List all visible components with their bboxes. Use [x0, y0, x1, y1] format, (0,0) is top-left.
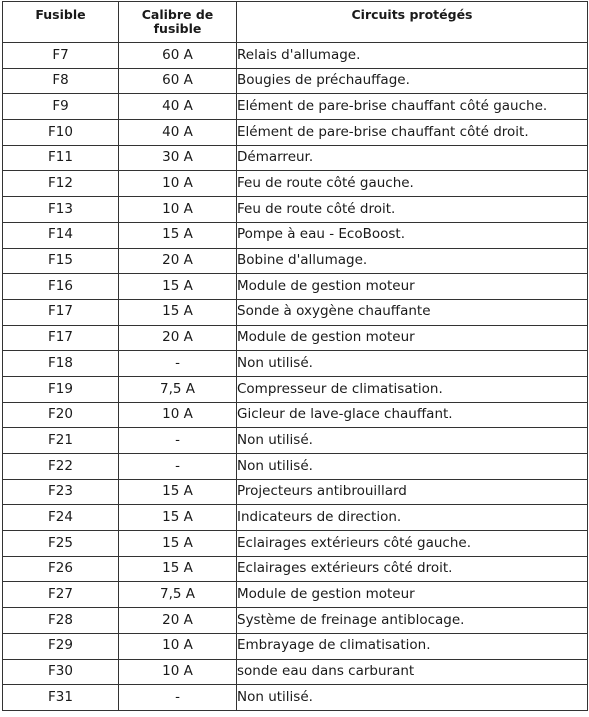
- header-rating: Calibre de fusible: [119, 2, 237, 43]
- circuit-cell: Bobine d'allumage.: [237, 248, 588, 274]
- fuse-cell: F10: [3, 120, 119, 146]
- table-row: [3, 479, 588, 505]
- rating-cell: 40 A: [119, 120, 237, 146]
- table-row: [3, 582, 588, 608]
- fuse-cell: F21: [3, 428, 119, 454]
- circuit-cell: Système de freinage antiblocage.: [237, 608, 588, 634]
- table-row: [3, 248, 588, 274]
- table-row: [3, 633, 588, 659]
- circuit-cell: Elément de pare-brise chauffant côté gauche.: [237, 94, 588, 120]
- table-row: [3, 197, 588, 223]
- circuit-cell: Elément de pare-brise chauffant côté droit.: [237, 120, 588, 146]
- rating-cell: -: [119, 428, 237, 454]
- circuit-cell: Relais d'allumage.: [237, 43, 588, 69]
- circuit-cell: Indicateurs de direction.: [237, 505, 588, 531]
- circuit-cell: Eclairages extérieurs côté droit.: [237, 556, 588, 582]
- table-row: [3, 351, 588, 377]
- table-row: [3, 222, 588, 248]
- fuse-cell: F8: [3, 68, 119, 94]
- table-row: [3, 402, 588, 428]
- circuit-cell: Feu de route côté droit.: [237, 197, 588, 223]
- circuit-cell: Non utilisé.: [237, 685, 588, 711]
- fuse-cell: F19: [3, 376, 119, 402]
- header-row: [3, 2, 588, 43]
- fuse-cell: F9: [3, 94, 119, 120]
- table-row: [3, 171, 588, 197]
- rating-cell: 15 A: [119, 479, 237, 505]
- rating-cell: 20 A: [119, 608, 237, 634]
- table-row: [3, 120, 588, 146]
- fuse-cell: F18: [3, 351, 119, 377]
- fuse-cell: F23: [3, 479, 119, 505]
- rating-cell: 10 A: [119, 197, 237, 223]
- fuse-cell: F31: [3, 685, 119, 711]
- rating-cell: 10 A: [119, 633, 237, 659]
- table-row: [3, 274, 588, 300]
- circuit-cell: Gicleur de lave-glace chauffant.: [237, 402, 588, 428]
- table-row: [3, 428, 588, 454]
- table-body: [3, 43, 588, 711]
- table-row: [3, 325, 588, 351]
- table-row: [3, 145, 588, 171]
- fuse-cell: F11: [3, 145, 119, 171]
- rating-cell: 7,5 A: [119, 582, 237, 608]
- table-row: [3, 659, 588, 685]
- circuit-cell: Module de gestion moteur: [237, 325, 588, 351]
- circuit-cell: Sonde à oxygène chauffante: [237, 299, 588, 325]
- circuit-cell: sonde eau dans carburant: [237, 659, 588, 685]
- fuse-cell: F17: [3, 325, 119, 351]
- fuse-cell: F17: [3, 299, 119, 325]
- rating-cell: 15 A: [119, 222, 237, 248]
- rating-cell: -: [119, 454, 237, 480]
- rating-cell: 15 A: [119, 505, 237, 531]
- table-row: [3, 505, 588, 531]
- fuse-cell: F12: [3, 171, 119, 197]
- rating-cell: 30 A: [119, 145, 237, 171]
- fuse-cell: F14: [3, 222, 119, 248]
- circuit-cell: Démarreur.: [237, 145, 588, 171]
- table-row: [3, 531, 588, 557]
- rating-cell: 40 A: [119, 94, 237, 120]
- circuit-cell: Projecteurs antibrouillard: [237, 479, 588, 505]
- rating-cell: 10 A: [119, 659, 237, 685]
- circuit-cell: Feu de route côté gauche.: [237, 171, 588, 197]
- circuit-cell: Bougies de préchauffage.: [237, 68, 588, 94]
- circuit-cell: Pompe à eau - EcoBoost.: [237, 222, 588, 248]
- circuit-cell: Embrayage de climatisation.: [237, 633, 588, 659]
- table-row: [3, 43, 588, 69]
- table-row: [3, 608, 588, 634]
- fuse-cell: F28: [3, 608, 119, 634]
- rating-cell: -: [119, 685, 237, 711]
- fuse-cell: F15: [3, 248, 119, 274]
- rating-cell: 20 A: [119, 248, 237, 274]
- fuse-cell: F20: [3, 402, 119, 428]
- table-row: [3, 68, 588, 94]
- fuse-cell: F24: [3, 505, 119, 531]
- rating-cell: 20 A: [119, 325, 237, 351]
- rating-cell: 10 A: [119, 402, 237, 428]
- circuit-cell: Module de gestion moteur: [237, 274, 588, 300]
- fuse-cell: F30: [3, 659, 119, 685]
- fuse-cell: F7: [3, 43, 119, 69]
- header-fuse: Fusible: [3, 2, 119, 43]
- rating-cell: 15 A: [119, 274, 237, 300]
- circuit-cell: Non utilisé.: [237, 428, 588, 454]
- table-row: [3, 685, 588, 711]
- table-row: [3, 94, 588, 120]
- rating-cell: 15 A: [119, 299, 237, 325]
- fuse-table: [2, 1, 588, 711]
- table-row: [3, 556, 588, 582]
- table-header: [3, 2, 588, 43]
- fuse-cell: F26: [3, 556, 119, 582]
- rating-cell: -: [119, 351, 237, 377]
- circuit-cell: Compresseur de climatisation.: [237, 376, 588, 402]
- rating-cell: 7,5 A: [119, 376, 237, 402]
- header-circuit: Circuits protégés: [237, 2, 588, 43]
- fuse-cell: F13: [3, 197, 119, 223]
- circuit-cell: Non utilisé.: [237, 351, 588, 377]
- circuit-cell: Eclairages extérieurs côté gauche.: [237, 531, 588, 557]
- fuse-cell: F27: [3, 582, 119, 608]
- rating-cell: 15 A: [119, 556, 237, 582]
- table-row: [3, 299, 588, 325]
- fuse-cell: F22: [3, 454, 119, 480]
- table-row: [3, 376, 588, 402]
- circuit-cell: Non utilisé.: [237, 454, 588, 480]
- rating-cell: 15 A: [119, 531, 237, 557]
- fuse-cell: F16: [3, 274, 119, 300]
- circuit-cell: Module de gestion moteur: [237, 582, 588, 608]
- rating-cell: 10 A: [119, 171, 237, 197]
- rating-cell: 60 A: [119, 68, 237, 94]
- fuse-cell: F29: [3, 633, 119, 659]
- rating-cell: 60 A: [119, 43, 237, 69]
- fuse-cell: F25: [3, 531, 119, 557]
- table-row: [3, 454, 588, 480]
